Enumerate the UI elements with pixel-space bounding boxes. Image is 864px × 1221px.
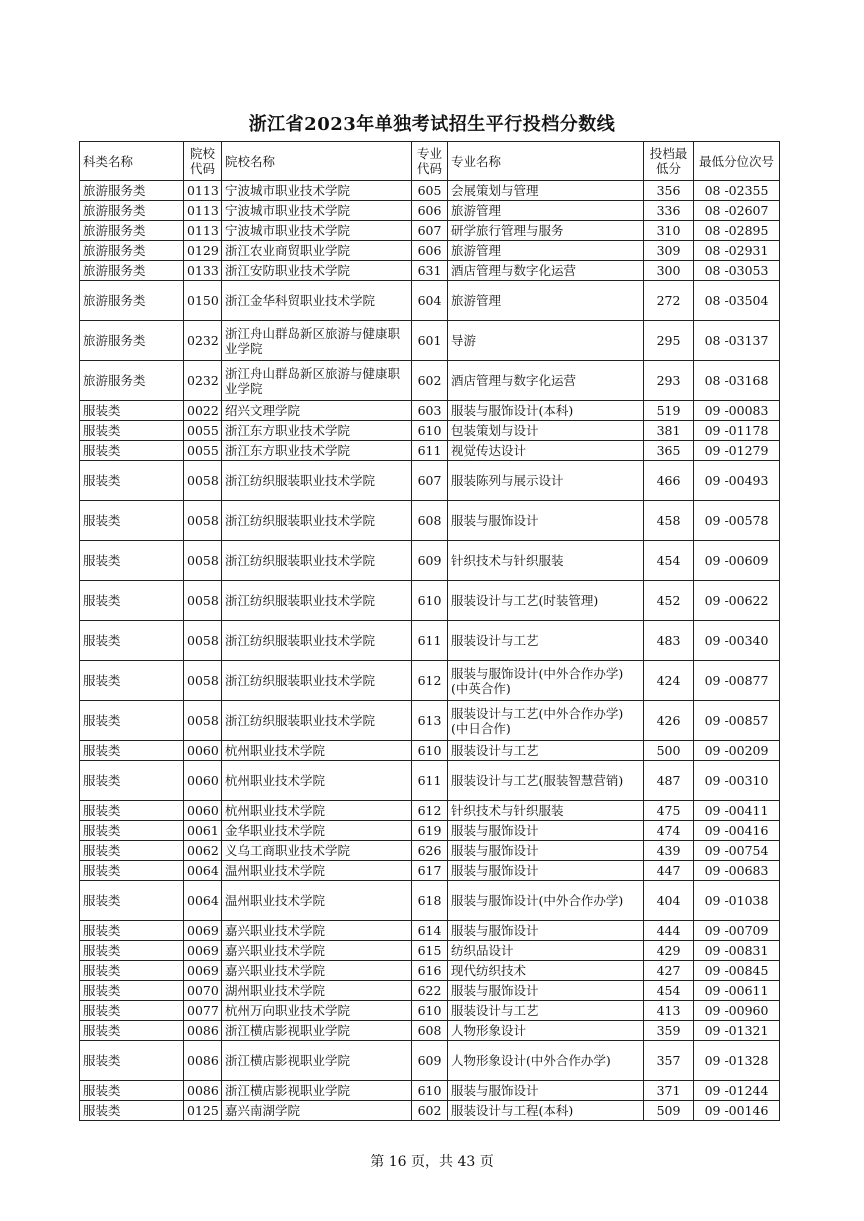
cell-category: 服装类: [80, 441, 184, 461]
header-category: 科类名称: [80, 142, 184, 181]
table-row: [80, 201, 780, 221]
cell-min-score: 424: [644, 661, 694, 701]
cell-min-rank: 09 -00754: [694, 841, 780, 861]
cell-category: 服装类: [80, 881, 184, 921]
cell-min-rank: 08 -03168: [694, 361, 780, 401]
cell-major-code: 610: [412, 741, 448, 761]
cell-category: 旅游服务类: [80, 201, 184, 221]
table-row: [80, 941, 780, 961]
cell-school-name: 浙江纺织服装职业技术学院: [222, 661, 412, 701]
cell-school-code: 0069: [184, 921, 222, 941]
cell-major-name: 人物形象设计: [448, 1021, 644, 1041]
cell-category: 服装类: [80, 741, 184, 761]
cell-category: 服装类: [80, 861, 184, 881]
cell-category: 服装类: [80, 401, 184, 421]
cell-category: 旅游服务类: [80, 281, 184, 321]
cell-major-code: 618: [412, 881, 448, 921]
cell-school-name: 嘉兴职业技术学院: [222, 961, 412, 981]
header-school-code: 院校代码: [184, 142, 222, 181]
cell-min-score: 474: [644, 821, 694, 841]
cell-major-code: 616: [412, 961, 448, 981]
header-major-name: 专业名称: [448, 142, 644, 181]
cell-min-score: 293: [644, 361, 694, 401]
cell-major-code: 605: [412, 181, 448, 201]
cell-school-name: 绍兴文理学院: [222, 401, 412, 421]
cell-major-name: 服装与服饰设计: [448, 921, 644, 941]
cell-category: 服装类: [80, 1001, 184, 1021]
cell-major-code: 619: [412, 821, 448, 841]
cell-min-rank: 09 -01279: [694, 441, 780, 461]
cell-min-rank: 08 -02931: [694, 241, 780, 261]
cell-min-score: 359: [644, 1021, 694, 1041]
table-row: [80, 841, 780, 861]
cell-min-rank: 09 -00310: [694, 761, 780, 801]
table-row: [80, 881, 780, 921]
cell-major-name: 旅游管理: [448, 201, 644, 221]
cell-min-rank: 09 -00609: [694, 541, 780, 581]
table-row: [80, 761, 780, 801]
page-title: 浙江省2023年单独考试招生平行投档分数线: [248, 114, 616, 135]
cell-major-name: 服装设计与工艺(时装管理): [448, 581, 644, 621]
cell-school-code: 0125: [184, 1101, 222, 1121]
cell-category: 服装类: [80, 421, 184, 441]
cell-min-score: 500: [644, 741, 694, 761]
cell-school-code: 0058: [184, 701, 222, 741]
cell-school-code: 0086: [184, 1081, 222, 1101]
cell-school-name: 杭州职业技术学院: [222, 761, 412, 801]
cell-major-code: 611: [412, 761, 448, 801]
cell-school-code: 0069: [184, 941, 222, 961]
cell-category: 服装类: [80, 1081, 184, 1101]
cell-min-score: 365: [644, 441, 694, 461]
cell-min-score: 458: [644, 501, 694, 541]
cell-major-name: 服装设计与工艺: [448, 621, 644, 661]
cell-major-name: 会展策划与管理: [448, 181, 644, 201]
cell-school-code: 0077: [184, 1001, 222, 1021]
cell-min-score: 295: [644, 321, 694, 361]
cell-major-name: 服装与服饰设计(本科): [448, 401, 644, 421]
cell-category: 旅游服务类: [80, 261, 184, 281]
cell-major-code: 610: [412, 421, 448, 441]
cell-major-name: 服装设计与工艺: [448, 741, 644, 761]
cell-school-code: 0070: [184, 981, 222, 1001]
cell-school-code: 0058: [184, 501, 222, 541]
cell-category: 服装类: [80, 661, 184, 701]
header-school-name: 院校名称: [222, 142, 412, 181]
cell-school-code: 0232: [184, 361, 222, 401]
cell-min-rank: 08 -02355: [694, 181, 780, 201]
cell-major-name: 服装与服饰设计: [448, 841, 644, 861]
table-row: [80, 961, 780, 981]
table-row: [80, 261, 780, 281]
table-row: [80, 1001, 780, 1021]
table-row: [80, 461, 780, 501]
cell-min-rank: 09 -00683: [694, 861, 780, 881]
table-row: [80, 621, 780, 661]
cell-min-rank: 09 -00831: [694, 941, 780, 961]
cell-school-code: 0058: [184, 621, 222, 661]
cell-major-code: 613: [412, 701, 448, 741]
header-min-rank: 最低分位次号: [694, 142, 780, 181]
cell-category: 服装类: [80, 801, 184, 821]
cell-min-rank: 09 -01328: [694, 1041, 780, 1081]
cell-major-name: 视觉传达设计: [448, 441, 644, 461]
cell-school-code: 0058: [184, 661, 222, 701]
cell-min-score: 272: [644, 281, 694, 321]
cell-major-code: 603: [412, 401, 448, 421]
cell-min-score: 519: [644, 401, 694, 421]
cell-school-name: 嘉兴职业技术学院: [222, 941, 412, 961]
cell-school-name: 浙江纺织服装职业技术学院: [222, 621, 412, 661]
cell-min-score: 381: [644, 421, 694, 441]
cell-school-code: 0062: [184, 841, 222, 861]
cell-major-name: 研学旅行管理与服务: [448, 221, 644, 241]
cell-min-score: 356: [644, 181, 694, 201]
cell-school-name: 浙江农业商贸职业学院: [222, 241, 412, 261]
cell-school-code: 0064: [184, 881, 222, 921]
cell-school-name: 温州职业技术学院: [222, 861, 412, 881]
cell-major-code: 602: [412, 1101, 448, 1121]
table-row: [80, 221, 780, 241]
cell-category: 旅游服务类: [80, 321, 184, 361]
cell-school-name: 浙江金华科贸职业技术学院: [222, 281, 412, 321]
cell-major-code: 626: [412, 841, 448, 861]
cell-school-code: 0232: [184, 321, 222, 361]
table-row: [80, 281, 780, 321]
cell-major-name: 纺织品设计: [448, 941, 644, 961]
cell-major-name: 服装与服饰设计: [448, 501, 644, 541]
cell-min-rank: 08 -03053: [694, 261, 780, 281]
cell-major-code: 612: [412, 661, 448, 701]
cell-category: 服装类: [80, 701, 184, 741]
cell-school-name: 杭州职业技术学院: [222, 741, 412, 761]
cell-category: 服装类: [80, 821, 184, 841]
cell-major-name: 服装设计与工艺(中外合作办学)(中日合作): [448, 701, 644, 741]
cell-min-score: 452: [644, 581, 694, 621]
table-row: [80, 181, 780, 201]
cell-min-rank: 08 -03504: [694, 281, 780, 321]
cell-category: 服装类: [80, 841, 184, 861]
cell-min-score: 429: [644, 941, 694, 961]
cell-major-name: 服装设计与工程(本科): [448, 1101, 644, 1121]
cell-min-rank: 08 -02607: [694, 201, 780, 221]
table-row: [80, 581, 780, 621]
cell-category: 服装类: [80, 1101, 184, 1121]
cell-school-name: 义乌工商职业技术学院: [222, 841, 412, 861]
cell-major-name: 服装设计与工艺(服装智慧营销): [448, 761, 644, 801]
table-row: [80, 861, 780, 881]
cell-school-name: 宁波城市职业技术学院: [222, 221, 412, 241]
cell-major-name: 服装设计与工艺: [448, 1001, 644, 1021]
score-table: [79, 141, 780, 1121]
cell-category: 服装类: [80, 541, 184, 581]
cell-major-name: 服装与服饰设计: [448, 981, 644, 1001]
cell-min-rank: 09 -00340: [694, 621, 780, 661]
cell-school-code: 0113: [184, 201, 222, 221]
table-row: [80, 1101, 780, 1121]
cell-major-code: 610: [412, 1001, 448, 1021]
cell-min-rank: 09 -01038: [694, 881, 780, 921]
cell-major-code: 601: [412, 321, 448, 361]
cell-major-name: 服装与服饰设计(中外合作办学)(中英合作): [448, 661, 644, 701]
cell-school-code: 0113: [184, 221, 222, 241]
cell-major-name: 酒店管理与数字化运营: [448, 261, 644, 281]
cell-category: 服装类: [80, 1041, 184, 1081]
cell-major-name: 旅游管理: [448, 281, 644, 321]
cell-school-name: 浙江舟山群岛新区旅游与健康职业学院: [222, 361, 412, 401]
cell-school-name: 浙江舟山群岛新区旅游与健康职业学院: [222, 321, 412, 361]
cell-school-code: 0060: [184, 741, 222, 761]
table-row: [80, 921, 780, 941]
cell-major-code: 609: [412, 1041, 448, 1081]
cell-major-name: 服装陈列与展示设计: [448, 461, 644, 501]
page-footer: 第 16 页，共 43 页: [370, 1154, 494, 1170]
cell-min-score: 336: [644, 201, 694, 221]
cell-school-name: 浙江东方职业技术学院: [222, 421, 412, 441]
cell-school-code: 0022: [184, 401, 222, 421]
cell-school-name: 浙江纺织服装职业技术学院: [222, 501, 412, 541]
cell-school-code: 0058: [184, 461, 222, 501]
cell-school-name: 浙江纺织服装职业技术学院: [222, 581, 412, 621]
table-row: [80, 661, 780, 701]
cell-major-code: 611: [412, 621, 448, 661]
cell-school-name: 浙江横店影视职业学院: [222, 1081, 412, 1101]
table-row: [80, 441, 780, 461]
table-row: [80, 1021, 780, 1041]
cell-school-code: 0064: [184, 861, 222, 881]
cell-min-score: 427: [644, 961, 694, 981]
cell-school-code: 0060: [184, 761, 222, 801]
cell-major-name: 服装与服饰设计: [448, 821, 644, 841]
cell-min-rank: 09 -00611: [694, 981, 780, 1001]
cell-min-score: 454: [644, 541, 694, 581]
table-row: [80, 1081, 780, 1101]
table-row: [80, 401, 780, 421]
cell-min-rank: 09 -01321: [694, 1021, 780, 1041]
table-row: [80, 1041, 780, 1081]
cell-category: 服装类: [80, 761, 184, 801]
cell-major-name: 人物形象设计(中外合作办学): [448, 1041, 644, 1081]
cell-school-code: 0060: [184, 801, 222, 821]
cell-major-name: 服装与服饰设计: [448, 861, 644, 881]
cell-major-code: 608: [412, 501, 448, 541]
cell-category: 服装类: [80, 501, 184, 541]
table-row: [80, 421, 780, 441]
cell-school-name: 杭州万向职业技术学院: [222, 1001, 412, 1021]
cell-min-score: 300: [644, 261, 694, 281]
cell-category: 旅游服务类: [80, 181, 184, 201]
cell-category: 服装类: [80, 461, 184, 501]
cell-major-code: 611: [412, 441, 448, 461]
cell-school-name: 浙江横店影视职业学院: [222, 1021, 412, 1041]
cell-school-name: 浙江纺织服装职业技术学院: [222, 461, 412, 501]
cell-min-rank: 09 -00146: [694, 1101, 780, 1121]
cell-min-score: 310: [644, 221, 694, 241]
cell-min-rank: 09 -00493: [694, 461, 780, 501]
cell-major-name: 旅游管理: [448, 241, 644, 261]
table-row: [80, 821, 780, 841]
cell-school-code: 0055: [184, 441, 222, 461]
cell-category: 服装类: [80, 581, 184, 621]
cell-major-code: 617: [412, 861, 448, 881]
table-row: [80, 741, 780, 761]
cell-major-code: 612: [412, 801, 448, 821]
cell-min-rank: 09 -01244: [694, 1081, 780, 1101]
cell-min-rank: 09 -00411: [694, 801, 780, 821]
cell-min-score: 404: [644, 881, 694, 921]
cell-major-name: 针织技术与针织服装: [448, 801, 644, 821]
table-row: [80, 981, 780, 1001]
cell-major-code: 606: [412, 241, 448, 261]
cell-major-code: 615: [412, 941, 448, 961]
cell-school-name: 湖州职业技术学院: [222, 981, 412, 1001]
cell-school-code: 0055: [184, 421, 222, 441]
cell-major-code: 604: [412, 281, 448, 321]
cell-major-code: 607: [412, 221, 448, 241]
cell-min-score: 447: [644, 861, 694, 881]
cell-min-rank: 08 -02895: [694, 221, 780, 241]
cell-school-name: 金华职业技术学院: [222, 821, 412, 841]
cell-min-rank: 09 -00416: [694, 821, 780, 841]
cell-major-code: 614: [412, 921, 448, 941]
cell-min-score: 426: [644, 701, 694, 741]
table-row: [80, 241, 780, 261]
cell-major-name: 针织技术与针织服装: [448, 541, 644, 581]
cell-school-name: 宁波城市职业技术学院: [222, 201, 412, 221]
cell-category: 旅游服务类: [80, 221, 184, 241]
cell-major-code: 609: [412, 541, 448, 581]
cell-min-score: 483: [644, 621, 694, 661]
cell-school-name: 嘉兴南湖学院: [222, 1101, 412, 1121]
cell-category: 服装类: [80, 621, 184, 661]
cell-major-name: 服装与服饰设计: [448, 1081, 644, 1101]
cell-min-score: 413: [644, 1001, 694, 1021]
cell-major-name: 导游: [448, 321, 644, 361]
cell-major-name: 包装策划与设计: [448, 421, 644, 441]
cell-school-name: 浙江安防职业技术学院: [222, 261, 412, 281]
cell-major-code: 608: [412, 1021, 448, 1041]
cell-school-code: 0129: [184, 241, 222, 261]
cell-major-code: 606: [412, 201, 448, 221]
table-row: [80, 541, 780, 581]
cell-major-name: 现代纺织技术: [448, 961, 644, 981]
cell-min-score: 454: [644, 981, 694, 1001]
cell-min-score: 487: [644, 761, 694, 801]
cell-min-rank: 08 -03137: [694, 321, 780, 361]
cell-min-score: 357: [644, 1041, 694, 1081]
cell-min-score: 466: [644, 461, 694, 501]
cell-category: 服装类: [80, 961, 184, 981]
cell-min-score: 439: [644, 841, 694, 861]
cell-school-code: 0133: [184, 261, 222, 281]
cell-major-code: 602: [412, 361, 448, 401]
cell-min-rank: 09 -00083: [694, 401, 780, 421]
cell-school-name: 浙江东方职业技术学院: [222, 441, 412, 461]
cell-school-name: 杭州职业技术学院: [222, 801, 412, 821]
cell-school-name: 浙江纺织服装职业技术学院: [222, 541, 412, 581]
cell-min-score: 444: [644, 921, 694, 941]
cell-min-score: 309: [644, 241, 694, 261]
table-body: [80, 181, 780, 1121]
cell-school-name: 浙江纺织服装职业技术学院: [222, 701, 412, 741]
cell-min-rank: 09 -00209: [694, 741, 780, 761]
cell-school-code: 0150: [184, 281, 222, 321]
cell-school-name: 嘉兴职业技术学院: [222, 921, 412, 941]
cell-major-code: 631: [412, 261, 448, 281]
cell-school-code: 0061: [184, 821, 222, 841]
table-row: [80, 361, 780, 401]
cell-min-score: 509: [644, 1101, 694, 1121]
table-row: [80, 321, 780, 361]
cell-school-name: 浙江横店影视职业学院: [222, 1041, 412, 1081]
cell-category: 服装类: [80, 981, 184, 1001]
cell-school-code: 0058: [184, 581, 222, 621]
cell-major-code: 610: [412, 1081, 448, 1101]
cell-major-code: 607: [412, 461, 448, 501]
cell-min-rank: 09 -00857: [694, 701, 780, 741]
cell-school-name: 温州职业技术学院: [222, 881, 412, 921]
cell-category: 服装类: [80, 921, 184, 941]
cell-min-rank: 09 -00578: [694, 501, 780, 541]
table-row: [80, 701, 780, 741]
table-row: [80, 501, 780, 541]
cell-school-code: 0086: [184, 1041, 222, 1081]
header-min-score: 投档最低分: [644, 142, 694, 181]
cell-category: 旅游服务类: [80, 241, 184, 261]
cell-school-code: 0086: [184, 1021, 222, 1041]
cell-min-rank: 09 -00960: [694, 1001, 780, 1021]
cell-major-name: 服装与服饰设计(中外合作办学): [448, 881, 644, 921]
cell-min-rank: 09 -00845: [694, 961, 780, 981]
cell-category: 服装类: [80, 1021, 184, 1041]
table-header-row: [80, 142, 780, 181]
cell-min-rank: 09 -00622: [694, 581, 780, 621]
cell-school-code: 0113: [184, 181, 222, 201]
cell-min-score: 371: [644, 1081, 694, 1101]
cell-min-score: 475: [644, 801, 694, 821]
cell-min-rank: 09 -00709: [694, 921, 780, 941]
table-row: [80, 801, 780, 821]
cell-school-code: 0058: [184, 541, 222, 581]
cell-min-rank: 09 -00877: [694, 661, 780, 701]
header-major-code: 专业代码: [412, 142, 448, 181]
cell-min-rank: 09 -01178: [694, 421, 780, 441]
cell-school-code: 0069: [184, 961, 222, 981]
cell-major-name: 酒店管理与数字化运营: [448, 361, 644, 401]
cell-category: 服装类: [80, 941, 184, 961]
cell-category: 旅游服务类: [80, 361, 184, 401]
cell-major-code: 622: [412, 981, 448, 1001]
cell-school-name: 宁波城市职业技术学院: [222, 181, 412, 201]
cell-major-code: 610: [412, 581, 448, 621]
